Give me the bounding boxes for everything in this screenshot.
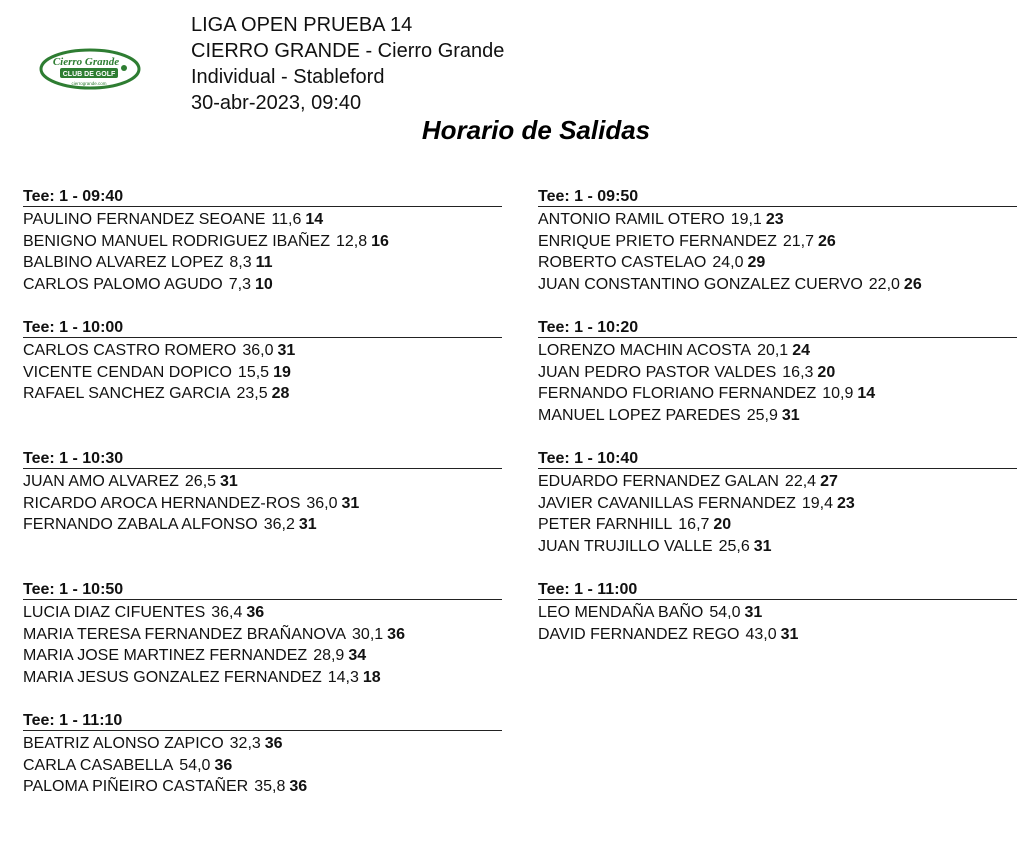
player-name: VICENTE CENDAN DOPICO — [23, 363, 232, 381]
competition-datetime: 30-abr-2023, 09:40 — [191, 92, 362, 114]
logo-line1: Cierro Grande — [52, 56, 120, 68]
playing-handicap: 29 — [747, 254, 766, 271]
player-name: BALBINO ALVAREZ LOPEZ — [23, 254, 224, 271]
player-name: JAVIER CAVANILLAS FERNANDEZ — [538, 494, 796, 512]
golf-ball-icon — [121, 65, 127, 71]
tee-time-label: Tee: 1 - 10:50 — [23, 581, 502, 600]
player-name: MARIA JOSE MARTINEZ FERNANDEZ — [23, 647, 308, 664]
playing-handicap: 31 — [781, 406, 800, 424]
logo-line2: CLUB DE GOLF — [62, 71, 116, 78]
player-row — [538, 383, 1017, 405]
player-row — [23, 383, 502, 405]
playing-handicap: 34 — [348, 647, 367, 664]
player-row — [23, 776, 502, 798]
player-handicap: 25,6 — [718, 537, 750, 555]
playing-handicap: 24 — [792, 342, 810, 359]
player-row — [538, 471, 1017, 493]
playing-handicap: 28 — [271, 385, 290, 402]
player-row — [23, 755, 502, 777]
player-row — [538, 405, 1017, 427]
playing-handicap: 36 — [289, 778, 308, 795]
player-handicap: 12,8 — [336, 232, 368, 250]
playing-handicap: 26 — [903, 275, 922, 293]
playing-handicap: 14 — [857, 385, 876, 402]
playing-handicap: 10 — [255, 275, 273, 293]
playing-handicap: 36 — [214, 756, 233, 774]
playing-handicap: 27 — [820, 473, 838, 490]
player-handicap: 25,9 — [746, 406, 778, 424]
player-row — [538, 252, 1017, 274]
player-row — [538, 231, 1017, 253]
player-row — [538, 536, 1017, 558]
course-name: CIERRO GRANDE - Cierro Grande — [191, 40, 505, 62]
player-handicap: 30,1 — [352, 625, 384, 643]
player-row — [538, 274, 1017, 296]
player-name: ROBERTO CASTELAO — [538, 254, 707, 271]
playing-handicap: 31 — [744, 604, 763, 621]
player-name: MARIA JESUS GONZALEZ FERNANDEZ — [23, 668, 322, 686]
playing-handicap: 36 — [264, 735, 283, 752]
club-logo-emblem — [38, 46, 142, 92]
player-handicap: 8,3 — [229, 254, 252, 271]
player-row — [23, 274, 502, 296]
player-handicap: 36,4 — [211, 604, 243, 621]
player-name: LORENZO MACHIN ACOSTA — [538, 342, 752, 359]
player-name: PAULINO FERNANDEZ SEOANE — [23, 211, 266, 228]
player-name: JUAN TRUJILLO VALLE — [538, 537, 713, 555]
player-handicap: 19,1 — [730, 211, 762, 228]
player-name: ANTONIO RAMIL OTERO — [538, 211, 725, 228]
player-row — [23, 624, 502, 646]
tee-group — [538, 581, 1017, 712]
player-handicap: 36,0 — [242, 342, 274, 359]
player-name: MARIA TERESA FERNANDEZ BRAÑANOVA — [23, 625, 347, 643]
tee-group — [23, 319, 502, 450]
playing-handicap: 31 — [277, 342, 296, 359]
tee-time-label: Tee: 1 - 10:20 — [538, 319, 1017, 338]
player-name: MANUEL LOPEZ PAREDES — [538, 406, 741, 424]
player-row — [23, 667, 502, 689]
player-row — [538, 602, 1017, 624]
tee-group — [538, 188, 1017, 319]
player-name: DAVID FERNANDEZ REGO — [538, 625, 740, 643]
left-column — [23, 188, 502, 843]
player-handicap: 22,4 — [784, 473, 817, 490]
player-name: ENRIQUE PRIETO FERNANDEZ — [538, 232, 777, 250]
player-name: PETER FARNHILL — [538, 516, 673, 533]
player-name: JUAN CONSTANTINO GONZALEZ CUERVO — [538, 275, 863, 293]
tee-time-label: Tee: 1 - 11:10 — [23, 712, 502, 731]
player-handicap: 32,3 — [229, 735, 261, 752]
player-handicap: 20,1 — [757, 342, 789, 359]
player-row — [23, 471, 502, 493]
player-handicap: 28,9 — [313, 647, 345, 664]
player-handicap: 16,3 — [782, 363, 814, 381]
tee-time-label: Tee: 1 - 09:40 — [23, 188, 502, 207]
player-name: FERNANDO FLORIANO FERNANDEZ — [538, 385, 817, 402]
right-column — [538, 188, 1017, 712]
page-title: Horario de Salidas — [421, 115, 651, 145]
player-name: RICARDO AROCA HERNANDEZ-ROS — [23, 494, 301, 512]
playing-handicap: 14 — [305, 211, 324, 228]
player-handicap: 36,2 — [263, 516, 295, 533]
tee-group — [23, 450, 502, 581]
player-handicap: 14,3 — [327, 668, 359, 686]
tee-group — [23, 188, 502, 319]
player-name: CARLA CASABELLA — [23, 756, 174, 774]
competition-header — [191, 12, 504, 116]
playing-handicap: 23 — [765, 211, 784, 228]
logo-line3: cierrogrande.com — [71, 81, 107, 86]
club-logo — [38, 46, 142, 92]
player-handicap: 36,0 — [306, 494, 338, 512]
playing-handicap: 26 — [817, 232, 836, 250]
player-row — [538, 362, 1017, 384]
tee-group — [538, 319, 1017, 450]
playing-handicap: 19 — [273, 363, 291, 381]
tee-time-label: Tee: 1 - 11:00 — [538, 581, 1017, 600]
playing-handicap: 11 — [255, 254, 273, 271]
playing-handicap: 18 — [362, 668, 381, 686]
playing-handicap: 36 — [246, 604, 265, 621]
playing-handicap: 31 — [298, 516, 317, 533]
player-handicap: 22,0 — [868, 275, 900, 293]
player-handicap: 26,5 — [184, 473, 217, 490]
playing-handicap: 31 — [753, 537, 772, 555]
player-name: FERNANDO ZABALA ALFONSO — [23, 516, 258, 533]
player-handicap: 7,3 — [228, 275, 251, 293]
playing-handicap: 31 — [341, 494, 360, 512]
tee-time-label: Tee: 1 - 10:40 — [538, 450, 1017, 469]
playing-handicap: 16 — [371, 232, 389, 250]
playing-handicap: 31 — [220, 473, 238, 490]
competition-format: Individual - Stableford — [191, 66, 385, 88]
player-name: EDUARDO FERNANDEZ GALAN — [538, 473, 779, 490]
player-row — [23, 645, 502, 667]
player-handicap: 43,0 — [745, 625, 777, 643]
player-name: LUCIA DIAZ CIFUENTES — [23, 604, 206, 621]
player-row — [23, 340, 502, 362]
player-handicap: 23,5 — [236, 385, 268, 402]
player-name: PALOMA PIÑEIRO CASTAÑER — [23, 778, 249, 795]
player-row — [538, 493, 1017, 515]
player-row — [538, 340, 1017, 362]
player-name: BEATRIZ ALONSO ZAPICO — [23, 735, 224, 752]
tee-group — [23, 712, 502, 843]
player-name: RAFAEL SANCHEZ GARCIA — [23, 385, 231, 402]
player-row — [23, 362, 502, 384]
player-row — [23, 602, 502, 624]
competition-name: LIGA OPEN PRUEBA 14 — [191, 14, 413, 36]
player-name: JUAN PEDRO PASTOR VALDES — [538, 363, 777, 381]
player-row — [538, 209, 1017, 231]
playing-handicap: 20 — [817, 363, 836, 381]
player-row — [538, 624, 1017, 646]
player-row — [23, 733, 502, 755]
tee-time-label: Tee: 1 - 09:50 — [538, 188, 1017, 207]
tee-group — [23, 581, 502, 712]
player-row — [23, 231, 502, 253]
playing-handicap: 36 — [387, 625, 405, 643]
playing-handicap: 20 — [713, 516, 732, 533]
player-row — [23, 209, 502, 231]
tee-group — [538, 450, 1017, 581]
player-row — [23, 493, 502, 515]
player-handicap: 16,7 — [678, 516, 710, 533]
player-name: CARLOS CASTRO ROMERO — [23, 342, 237, 359]
player-handicap: 10,9 — [822, 385, 854, 402]
player-handicap: 35,8 — [254, 778, 286, 795]
playing-handicap: 23 — [836, 494, 855, 512]
player-handicap: 15,5 — [237, 363, 270, 381]
player-row — [23, 252, 502, 274]
player-name: BENIGNO MANUEL RODRIGUEZ IBAÑEZ — [23, 232, 330, 250]
player-handicap: 24,0 — [712, 254, 744, 271]
player-row — [538, 514, 1017, 536]
player-handicap: 21,7 — [782, 232, 814, 250]
tee-time-label: Tee: 1 - 10:30 — [23, 450, 502, 469]
tee-time-label: Tee: 1 - 10:00 — [23, 319, 502, 338]
player-name: CARLOS PALOMO AGUDO — [23, 275, 223, 293]
player-handicap: 54,0 — [709, 604, 741, 621]
player-name: JUAN AMO ALVAREZ — [23, 473, 179, 490]
playing-handicap: 31 — [780, 625, 799, 643]
player-row — [23, 514, 502, 536]
player-handicap: 19,4 — [801, 494, 833, 512]
player-name: LEO MENDAÑA BAÑO — [538, 604, 704, 621]
player-handicap: 11,6 — [271, 211, 302, 228]
player-handicap: 54,0 — [179, 756, 211, 774]
